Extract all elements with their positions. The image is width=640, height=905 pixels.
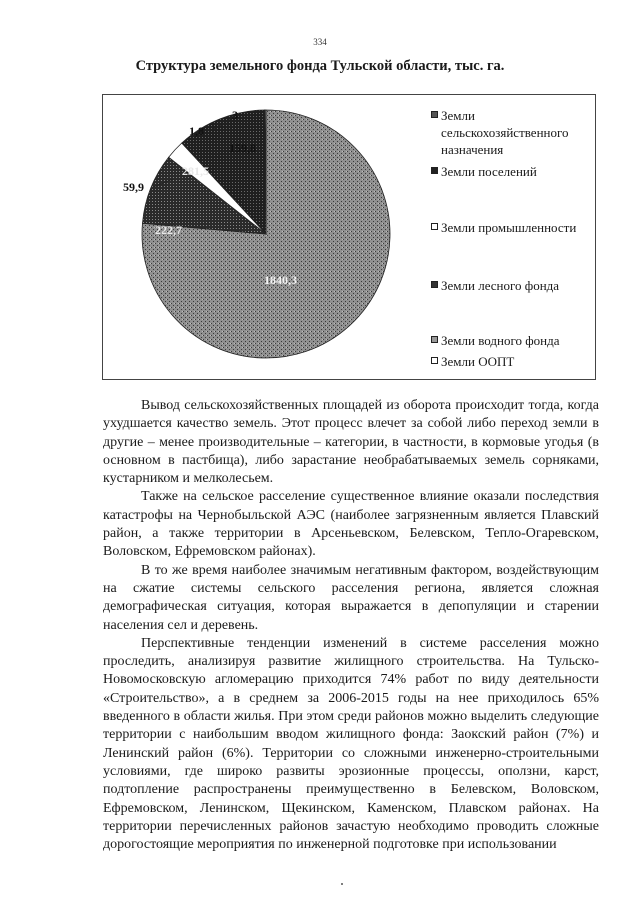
legend-item-water (431, 332, 591, 349)
slice-label-settlements: 222,7 (155, 223, 182, 237)
page-number: 334 (313, 37, 327, 47)
legend-item-oopt (431, 353, 591, 370)
pie-chart-frame (102, 94, 596, 380)
paragraph: В то же время наиболее значимым негативным фактором, воздействующим на сжатие системы сельского расселения региона, является сложная демографическая ситуация, которая выражается в депопуляции и старении населения сел и деревень. (103, 562, 599, 633)
legend-swatch-industry (431, 223, 438, 230)
legend-swatch-forest (431, 281, 438, 288)
legend-label-forest: Земли лесного фонда (441, 278, 560, 293)
legend-item-forest (431, 277, 591, 294)
body-text (103, 397, 599, 854)
legend-label-agri: Земли сельскохозяйственного назначения (441, 108, 569, 157)
slice-label-agri: 1840,3 (264, 273, 297, 287)
legend-label-water: Земли водного фонда (441, 333, 560, 348)
footer-mark (341, 883, 343, 885)
legend-item-agri (431, 107, 591, 158)
legend-swatch-agri (431, 111, 438, 118)
slice-label-forest: 281,5 (182, 164, 209, 178)
paragraph: Вывод сельскохозяйственных площадей из оборота происходит тогда, когда ухудшается качество земель. Этот процесс влечет за собой либо переход земли в другие – менее производительные – категории, в частности, в кормовые угодья (в основном в пастбища), либо зарастание необрабатываемых земель сорняками, кустарником и мелколесьем. (103, 398, 599, 487)
slice-label-water: 1,8 (189, 124, 204, 138)
legend-swatch-settlements (431, 167, 438, 174)
chart-title: Структура земельного фонда Тульской области, тыс. га. (135, 58, 505, 74)
legend-item-settlements (431, 163, 591, 180)
paragraph: Также на сельское расселение существенное влияние оказали последствия катастрофы на Чернобыльской АЭС (наиболее загрязненным является Плавский район, а также территории в Арсеньевском, Белевском, Тепло-Огаревском, Воловском, Ефремовском районах). (103, 489, 599, 560)
legend-item-industry (431, 219, 591, 236)
slice-label-extra: 159,8 (229, 141, 256, 155)
legend-label-oopt: Земли ООПТ (441, 354, 515, 369)
legend-label-settlements: Земли поселений (441, 164, 537, 179)
slice-label-oopt: 3 (232, 108, 238, 122)
legend-swatch-oopt (431, 357, 438, 364)
slice-label-industry: 59,9 (123, 180, 144, 194)
paragraph: Перспективные тенденции изменений в системе расселения можно проследить, анализируя развитие жилищного строительства. На Тульско-Новомосковскую агломерацию приходится 74% работ по виду деятельности «Строительство», а в среднем за 2006-2015 годы на нее приходилось 65% введенного в области жилья. При этом среди районов можно выделить следующие территории с наибольшим вводом жилищного фонда: Заокский район (7%) и Ленинский район (6%). Территории со сложными инженерно-строительными условиями, где широко развиты эрозионные процессы, оползни, карст, подтопление распространены преимущественно в Белевском, Воловском, Ефремовском, Ленинском, Щекинском, Каменском, Плавском районах. На территории перечисленных районов зачастую необходимо проводить сложные дорогостоящие мероприятия по инженерной подготовке при использовании (103, 635, 599, 853)
legend-label-industry: Земли промышленности (441, 220, 577, 235)
legend-swatch-water (431, 336, 438, 343)
